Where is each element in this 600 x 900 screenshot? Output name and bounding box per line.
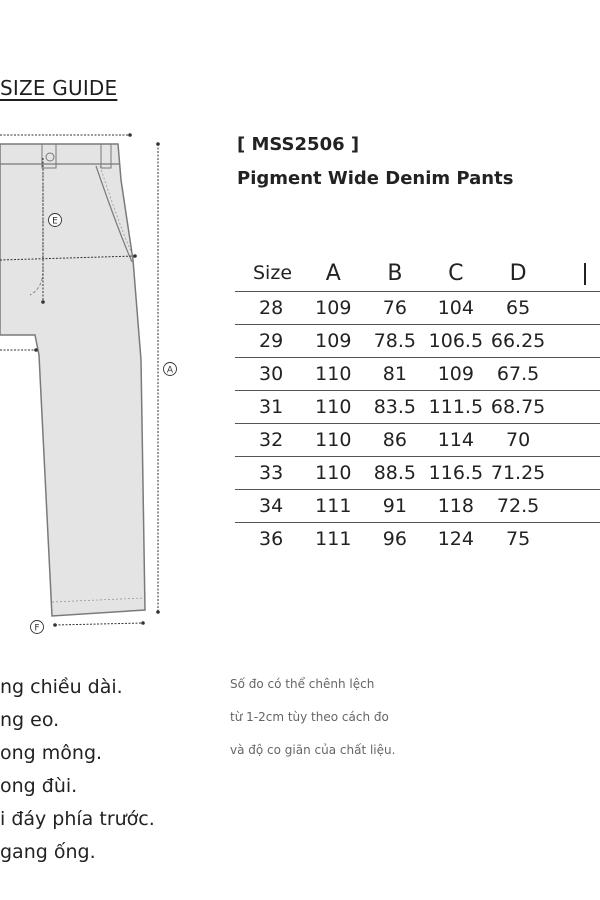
table-cell: 72.5: [487, 490, 549, 523]
table-cell: 109: [302, 325, 365, 358]
table-header-d: D: [487, 255, 549, 292]
measure-dot: [156, 610, 160, 614]
legend-line: ong mông.: [0, 742, 103, 764]
measurement-note: [230, 671, 395, 770]
table-cell: 29: [235, 325, 302, 358]
table-cell: 116.5: [425, 457, 487, 490]
table-header-a: A: [302, 255, 365, 292]
table-row: [235, 424, 600, 457]
table-cell: 68.75: [487, 391, 549, 424]
measure-dot: [41, 300, 45, 304]
legend-line: ng eo.: [0, 709, 60, 731]
table-cell: 66.25: [487, 325, 549, 358]
table-cell: 111.5: [425, 391, 487, 424]
table-cell: [549, 457, 600, 490]
table-cell: 33: [235, 457, 302, 490]
table-header-row: [235, 255, 600, 292]
table-row: [235, 523, 600, 556]
size-guide-title: SIZE GUIDE: [0, 76, 118, 100]
label-e: E: [52, 216, 58, 227]
table-row: [235, 292, 600, 325]
hem-measure-line: [55, 623, 143, 625]
table-cell: 86: [365, 424, 425, 457]
table-cell: 81: [365, 358, 425, 391]
measure-dot: [156, 142, 160, 146]
note-line: Số đo có thể chênh lệch: [230, 677, 375, 691]
legend-line: ng chiều dài.: [0, 676, 123, 698]
pants-outline: [0, 144, 145, 616]
measure-dot: [133, 254, 137, 258]
table-cell: 111: [315, 528, 352, 550]
measurement-legend: [0, 671, 155, 869]
table-cell: 31: [235, 391, 302, 424]
measure-dot: [128, 133, 132, 137]
table-cell: 110: [302, 358, 365, 391]
table-cell: 91: [365, 490, 425, 523]
table-cell: 106.5: [425, 325, 487, 358]
table-cell: 71.25: [487, 457, 549, 490]
size-table: [235, 255, 600, 555]
table-cell: 32: [235, 424, 302, 457]
table-cell: [549, 523, 600, 556]
legend-line: i đáy phía trước.: [0, 808, 155, 830]
table-cell: [549, 424, 600, 457]
table-cell: 110: [302, 391, 365, 424]
table-cell: 124: [437, 528, 474, 550]
table-cell: 83.5: [365, 391, 425, 424]
note-line: và độ co giãn của chất liệu.: [230, 743, 396, 757]
table-cell: [549, 292, 600, 325]
table-row: [235, 457, 600, 490]
table-cell: 88.5: [365, 457, 425, 490]
table-cell: 34: [235, 490, 302, 523]
table-header-cut: [549, 255, 600, 292]
table-cell: 70: [487, 424, 549, 457]
table-cell: 28: [235, 292, 302, 325]
table-cell: [549, 325, 600, 358]
table-cell: 118: [425, 490, 487, 523]
table-cell: 110: [302, 457, 365, 490]
table-cell: 78.5: [365, 325, 425, 358]
table-header-size: Size: [235, 255, 302, 292]
table-header-c: C: [425, 255, 487, 292]
note-line: từ 1-2cm tùy theo cách đo: [230, 710, 389, 724]
table-cell: 110: [302, 424, 365, 457]
table-cell: 65: [487, 292, 549, 325]
measure-dot: [34, 348, 38, 352]
measure-dot: [141, 621, 145, 625]
product-name: Pigment Wide Denim Pants: [237, 168, 514, 189]
table-cell: 109: [425, 358, 487, 391]
label-a: A: [166, 365, 174, 376]
legend-line: gang ống.: [0, 841, 96, 863]
legend-line: ong đùi.: [0, 775, 78, 797]
table-cell: 76: [365, 292, 425, 325]
table-row: [235, 358, 600, 391]
table-row: [235, 391, 600, 424]
table-cell: [549, 391, 600, 424]
table-header-b: B: [365, 255, 425, 292]
table-cell: 75: [505, 528, 531, 550]
measure-dot: [53, 623, 57, 627]
label-f: F: [34, 623, 40, 634]
table-cell: 36: [259, 528, 284, 550]
pants-diagram: [0, 120, 200, 640]
table-cell: 104: [425, 292, 487, 325]
table-cell: [549, 358, 600, 391]
table-cell: 96: [382, 528, 407, 550]
product-code: [ MSS2506 ]: [237, 134, 360, 155]
table-row: [235, 490, 600, 523]
table-row: [235, 325, 600, 358]
table-cell: 30: [235, 358, 302, 391]
table-cell: 67.5: [487, 358, 549, 391]
table-cell: 111: [302, 490, 365, 523]
table-cell: 114: [425, 424, 487, 457]
table-cell: 109: [302, 292, 365, 325]
table-cell: [549, 490, 600, 523]
